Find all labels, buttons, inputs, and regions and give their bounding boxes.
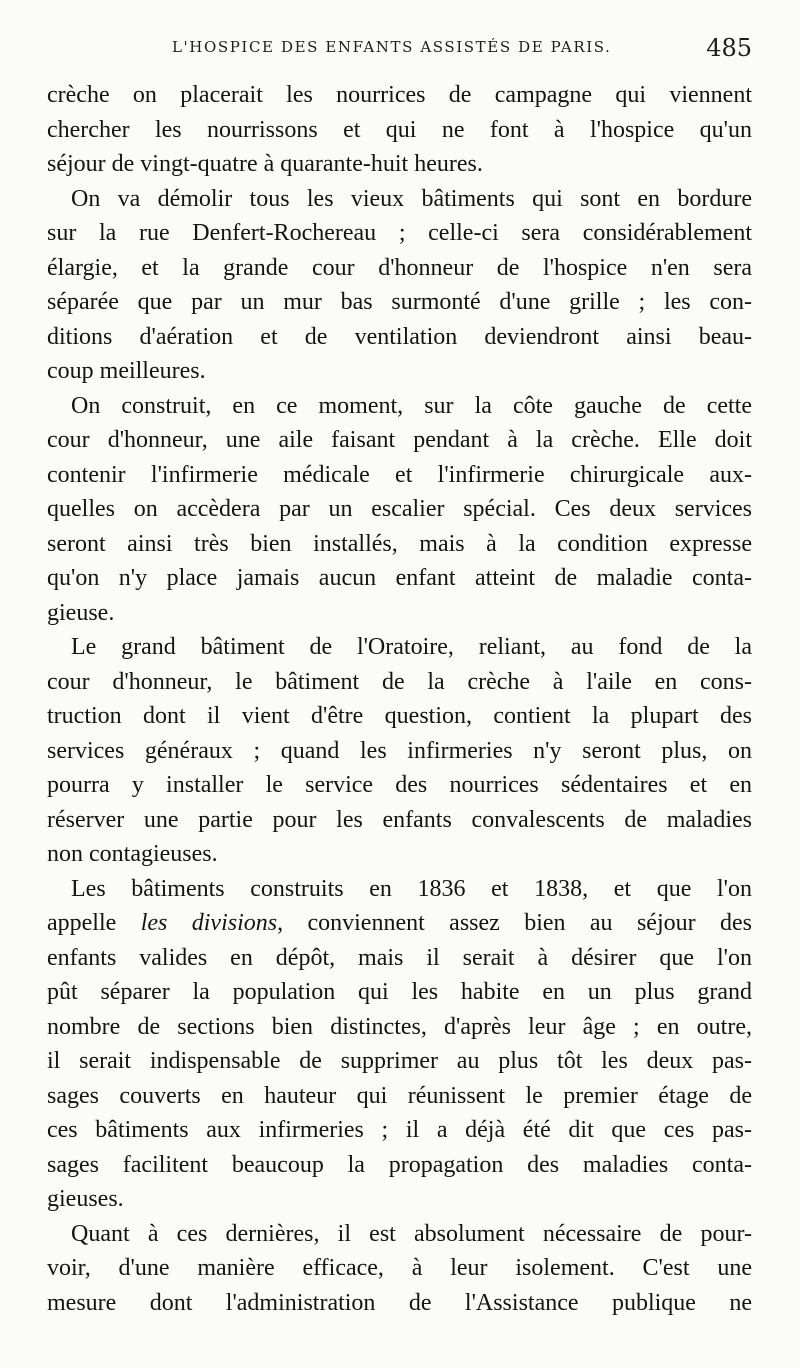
running-title: L'HOSPICE DES ENFANTS ASSISTÉS DE PARIS. <box>172 38 612 56</box>
text-line: Quant à ces dernières, il est absolument nécessaire de pour- <box>71 1220 752 1247</box>
paragraph-2 <box>47 182 752 389</box>
page-number: 485 <box>706 34 752 62</box>
text-line: séjour de vingt-quatre à quarante-huit heures. <box>47 151 483 177</box>
text-line: quelles on accèdera par un escalier spécial. Ces deux services <box>47 496 752 522</box>
text-line: pût séparer la population qui les habite en un plus grand <box>47 979 752 1005</box>
text-segment: , conviennent assez bien au séjour des <box>277 910 752 936</box>
text-line: chercher les nourrissons et qui ne font à l'hospice qu'un <box>47 116 752 143</box>
text-line: cour d'honneur, le bâtiment de la crèche à l'aile en cons- <box>47 668 752 695</box>
text-line <box>47 906 752 941</box>
text-line: cour d'honneur, une aile faisant pendant à la crèche. Elle doit <box>47 427 752 453</box>
text-line: seront ainsi très bien installés, mais à la condition expresse <box>47 530 752 557</box>
paragraph-3 <box>47 389 752 631</box>
text-line: On construit, en ce moment, sur la côte gauche de cette <box>71 392 752 419</box>
text-line: séparée que par un mur bas surmonté d'une grille ; les con- <box>47 289 752 315</box>
text-line: contenir l'infirmerie médicale et l'infirmerie chirurgicale aux- <box>47 461 752 488</box>
text-line: sages facilitent beaucoup la propagation des maladies conta- <box>47 1151 752 1178</box>
text-line: sur la rue Denfert-Rochereau ; celle-ci sera considérablement <box>47 220 752 246</box>
text-line: coup meilleures. <box>47 358 206 384</box>
paragraph-5 <box>47 872 752 1217</box>
text-line: Les bâtiments construits en 1836 et 1838, et que l'on <box>71 875 752 902</box>
text-line: qu'on n'y place jamais aucun enfant atteint de maladie conta- <box>47 565 752 591</box>
text-line: enfants valides en dépôt, mais il serait à désirer que l'on <box>47 944 752 971</box>
paragraph-1 <box>47 78 752 182</box>
text-segment: appelle <box>47 910 141 936</box>
running-header <box>40 34 752 70</box>
text-line: non contagieuses. <box>47 841 218 867</box>
text-line: ces bâtiments aux infirmeries ; il a déjà été dit que ces pas- <box>47 1117 752 1143</box>
italic-term: les divisions <box>140 910 278 936</box>
text-line: truction dont il vient d'être question, contient la plupart des <box>47 703 752 729</box>
text-line: sages couverts en hauteur qui réunissent le premier étage de <box>47 1082 752 1109</box>
text-line: pourra y installer le service des nourrices sédentaires et en <box>47 772 752 798</box>
text-line: élargie, et la grande cour d'honneur de l'hospice n'en sera <box>47 254 752 281</box>
text-line: voir, d'une manière efficace, à leur isolement. C'est une <box>47 1255 752 1281</box>
paragraph-6 <box>47 1217 752 1321</box>
text-line: mesure dont l'administration de l'Assistance publique ne <box>47 1289 752 1316</box>
body-text <box>47 78 752 1320</box>
text-line: réserver une partie pour les enfants convalescents de maladies <box>47 806 752 833</box>
text-line: nombre de sections bien distinctes, d'après leur âge ; en outre, <box>47 1013 752 1040</box>
text-line: ditions d'aération et de ventilation deviendront ainsi beau- <box>47 323 752 350</box>
text-line: services généraux ; quand les infirmeries n'y seront plus, on <box>47 737 752 764</box>
text-line: Le grand bâtiment de l'Oratoire, reliant, au fond de la <box>71 634 752 660</box>
text-line: crèche on placerait les nourrices de campagne qui viennent <box>47 82 752 108</box>
text-line: gieuse. <box>47 599 115 626</box>
text-line: gieuses. <box>47 1186 124 1212</box>
text-line: il serait indispensable de supprimer au plus tôt les deux pas- <box>47 1048 752 1074</box>
text-line: On va démolir tous les vieux bâtiments qui sont en bordure <box>71 185 752 212</box>
paragraph-4 <box>47 630 752 872</box>
